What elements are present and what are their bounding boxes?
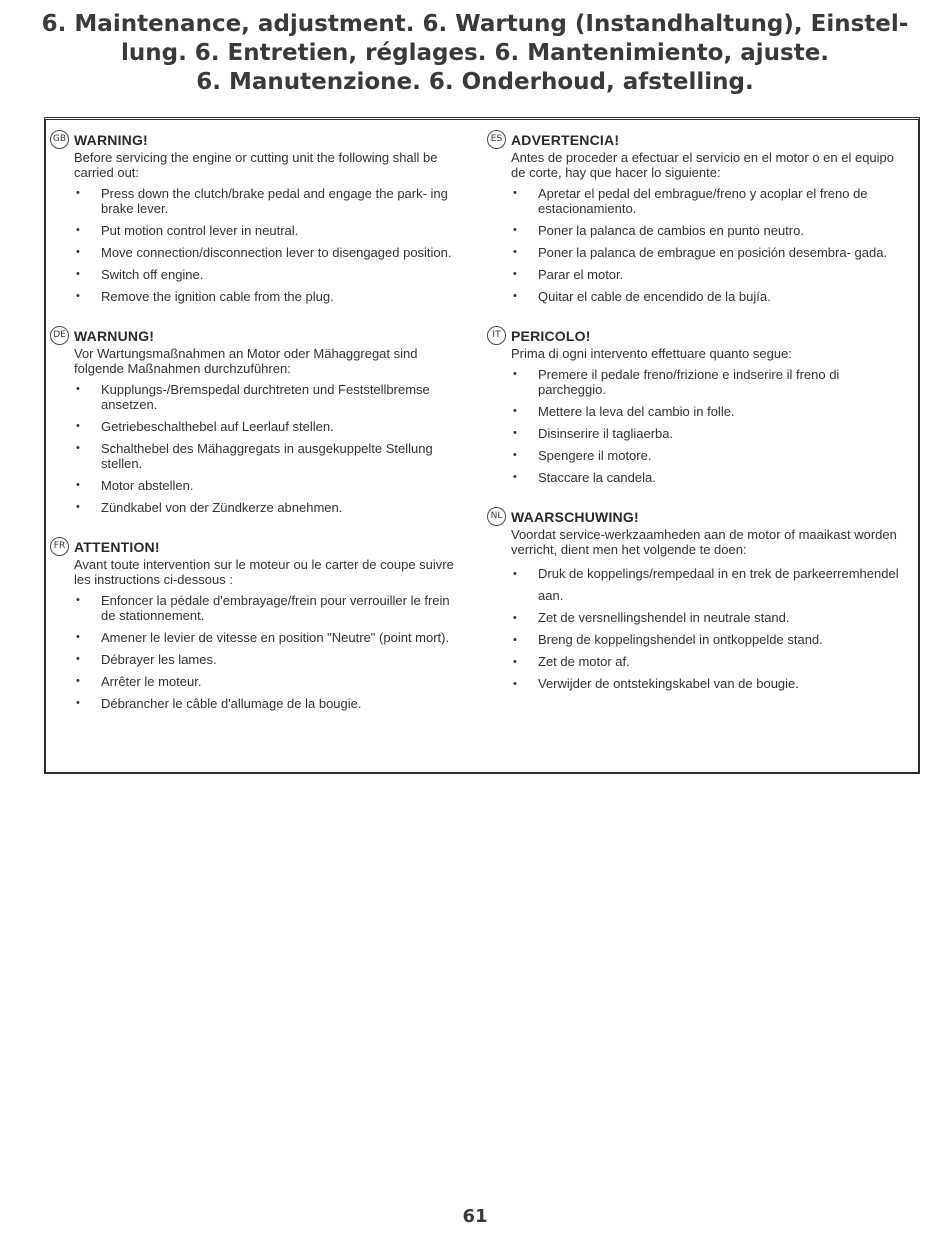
list-item: • Schalthebel des Mähaggregats in ausgekuppelte Stellung stellen. <box>74 441 467 471</box>
list-item: • Zündkabel von der Zündkerze abnehmen. <box>74 500 467 515</box>
list-item: • Premere il pedale freno/frizione e indserire il freno di parcheggio. <box>511 367 904 397</box>
list-item: • Kupplungs-/Bremspedal durchtreten und Feststellbremse ansetzen. <box>74 382 467 412</box>
es-language-icon: ES <box>487 130 506 149</box>
section-de-list <box>74 382 467 515</box>
section-fr-header <box>50 537 467 556</box>
list-item: • Zet de versnellingshendel in neutrale stand. <box>511 607 904 629</box>
list-item: • Getriebeschalthebel auf Leerlauf stellen. <box>74 419 467 434</box>
list-item: • Débrancher le câble d'allumage de la bougie. <box>74 696 467 711</box>
list-item: • Zet de motor af. <box>511 651 904 673</box>
nl-language-icon: NL <box>487 507 506 526</box>
section-gb-intro: Before servicing the engine or cutting unit the following shall be carried out: <box>74 150 438 180</box>
section-es-header <box>487 130 904 149</box>
section-nl-title: WAARSCHUWING! <box>511 508 639 525</box>
section-de-intro: Vor Wartungsmaßnahmen an Motor oder Mähaggregat sind folgende Maßnahmen durchzuführen: <box>74 346 418 376</box>
list-item: • Breng de koppelingshendel in ontkoppelde stand. <box>511 629 904 651</box>
section-it <box>492 326 904 492</box>
section-fr-title: ATTENTION! <box>74 538 160 555</box>
list-item: • Poner la palanca de cambios en punto neutro. <box>511 223 904 238</box>
list-item: • Arrêter le moteur. <box>74 674 467 689</box>
section-gb <box>52 130 467 311</box>
section-es-title: ADVERTENCIA! <box>511 131 620 148</box>
right-column <box>490 130 904 772</box>
list-item: • Parar el motor. <box>511 267 904 282</box>
list-item: • Staccare la candela. <box>511 470 904 485</box>
list-item: • Mettere la leva del cambio in folle. <box>511 404 904 419</box>
page-title <box>40 10 910 97</box>
list-item: • Move connection/disconnection lever to disengaged position. <box>74 245 467 260</box>
list-item: • Apretar el pedal del embrague/freno y acoplar el freno de estacionamiento. <box>511 186 904 216</box>
list-item: • Amener le levier de vitesse en position "Neutre" (point mort). <box>74 630 467 645</box>
gb-language-icon: GB <box>50 130 69 149</box>
section-gb-list <box>74 186 467 304</box>
section-gb-title: WARNING! <box>74 131 148 148</box>
section-it-header <box>487 326 904 345</box>
list-item: • Remove the ignition cable from the plug. <box>74 289 467 304</box>
section-es <box>490 130 904 311</box>
page-title-line-3: 6. Manutenzione. 6. Onderhoud, afstelling. <box>196 69 754 95</box>
section-de <box>53 326 467 522</box>
section-it-title: PERICOLO! <box>511 327 591 344</box>
section-fr-list <box>74 593 467 711</box>
left-column <box>52 130 467 772</box>
page-number: 61 <box>462 1206 488 1227</box>
section-nl-list <box>511 563 904 695</box>
section-es-list <box>511 186 904 304</box>
fr-language-icon: FR <box>50 537 69 556</box>
section-de-header <box>50 326 467 345</box>
warning-content-box <box>44 117 920 774</box>
page-title-line-1: 6. Maintenance, adjustment. 6. Wartung (Instandhaltung), Einstel- <box>41 11 909 37</box>
section-it-list <box>511 367 904 485</box>
list-item: • Poner la palanca de embrague en posición desembra- gada. <box>511 245 904 260</box>
list-item: • Press down the clutch/brake pedal and engage the park- ing brake lever. <box>74 186 467 216</box>
section-nl <box>490 507 904 695</box>
section-gb-header <box>50 130 467 149</box>
it-language-icon: IT <box>487 326 506 345</box>
list-item: • Put motion control lever in neutral. <box>74 223 467 238</box>
de-language-icon: DE <box>50 326 69 345</box>
section-fr <box>53 537 467 718</box>
list-item: • Druk de koppelings/rempedaal in en trek de parkeerremhendel aan. <box>511 563 904 607</box>
section-de-title: WARNUNG! <box>74 327 155 344</box>
list-item: • Verwijder de ontstekingskabel van de bougie. <box>511 673 904 695</box>
list-item: • Quitar el cable de encendido de la bujía. <box>511 289 904 304</box>
section-fr-intro: Avant toute intervention sur le moteur ou le carter de coupe suivre les instructions ci-dessous : <box>74 557 454 587</box>
list-item: • Switch off engine. <box>74 267 467 282</box>
section-es-intro: Antes de proceder a efectuar el servicio en el motor o en el equipo de corte, hay que hacer lo siguiente: <box>511 150 895 180</box>
section-nl-header <box>487 507 904 526</box>
page-title-line-2: lung. 6. Entretien, réglages. 6. Mantenimiento, ajuste. <box>120 40 830 66</box>
list-item: • Enfoncer la pédale d'embrayage/frein pour verrouiller le frein de stationnement. <box>74 593 467 623</box>
list-item: • Spengere il motore. <box>511 448 904 463</box>
section-it-intro: Prima di ogni intervento effettuare quanto segue: <box>511 346 792 361</box>
list-item: • Débrayer les lames. <box>74 652 467 667</box>
list-item: • Motor abstellen. <box>74 478 467 493</box>
section-nl-intro: Voordat service-werkzaamheden aan de motor of maaikast worden verricht, dient men het volgende te doen: <box>511 527 897 557</box>
list-item: • Disinserire il tagliaerba. <box>511 426 904 441</box>
